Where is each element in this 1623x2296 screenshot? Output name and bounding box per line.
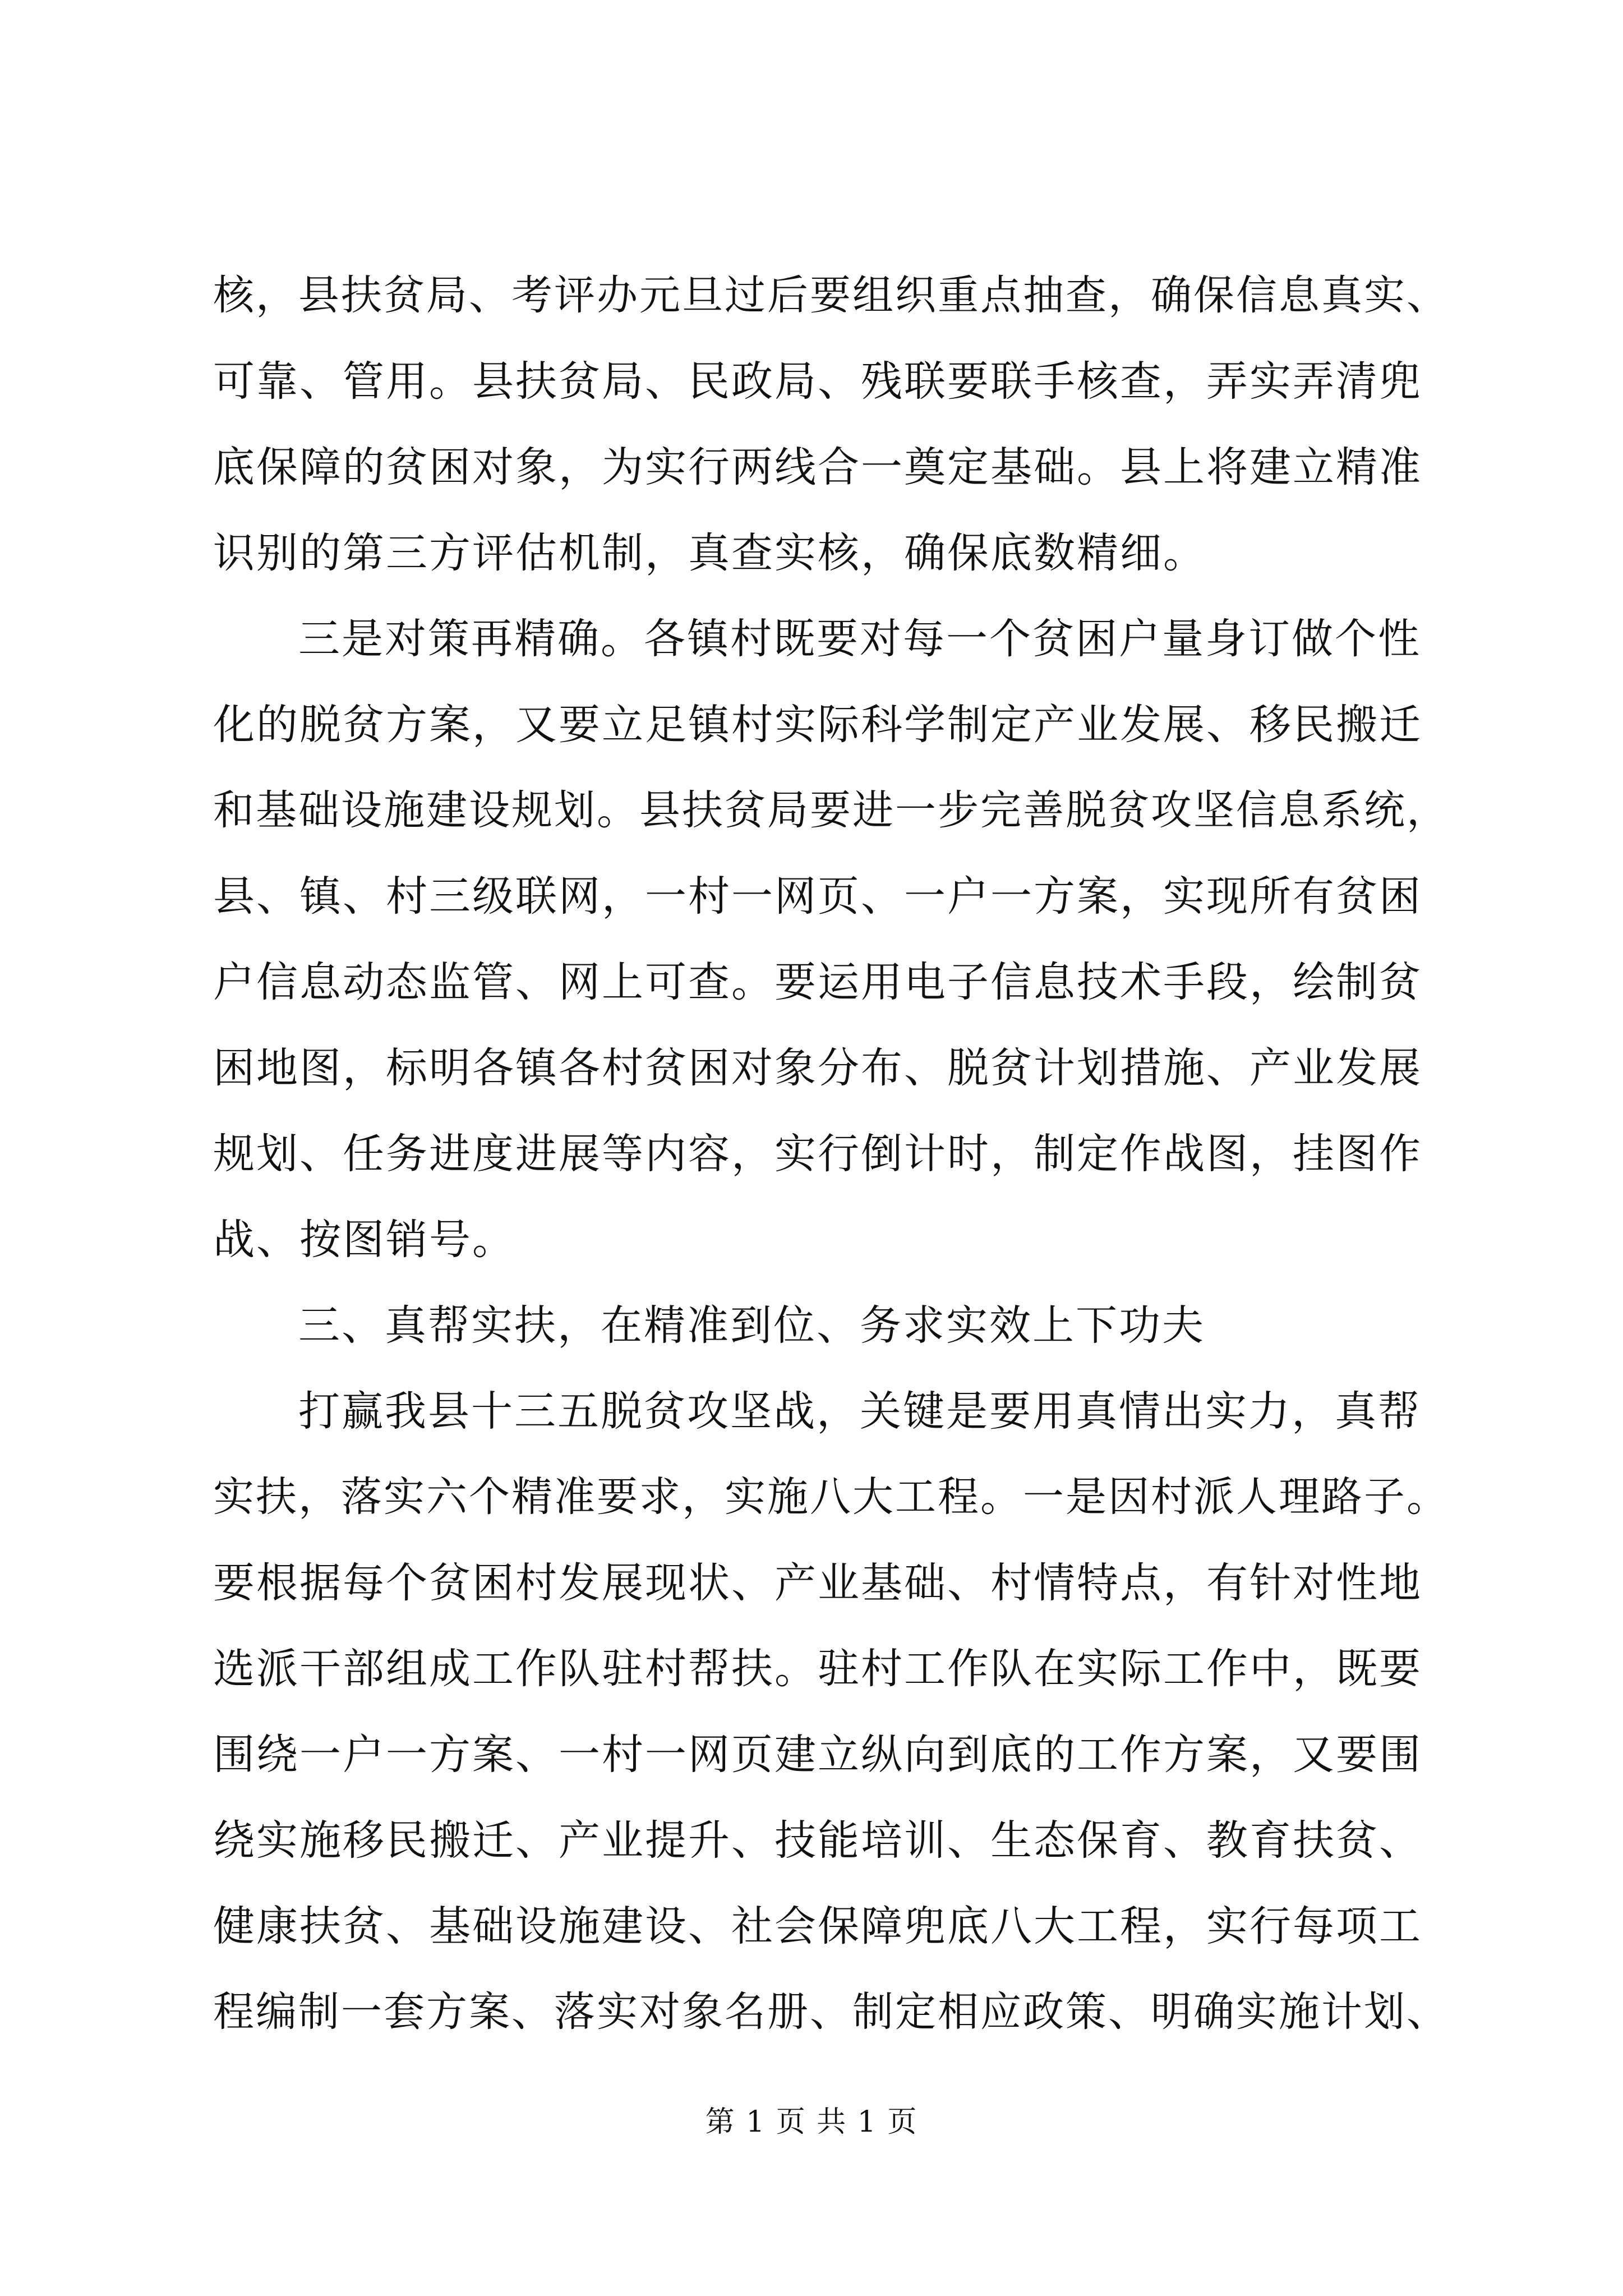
text-line: 核，县扶贫局、考评办元旦过后要组织重点抽查，确保信息真实、	[213, 272, 1449, 319]
text-line: 程编制一套方案、落实对象名册、制定相应政策、明确实施计划、	[213, 1988, 1449, 2036]
text-line: 健康扶贫、基础设施建设、社会保障兜底八大工程，实行每项工	[213, 1902, 1422, 1950]
text-line: 规划、任务进度进展等内容，实行倒计时，制定作战图，挂图作	[213, 1130, 1422, 1178]
text-line: 战、按图销号。	[213, 1216, 515, 1264]
text-line: 化的脱贫方案，又要立足镇村实际科学制定产业发展、移民搬迁	[213, 701, 1422, 749]
text-line: 绕实施移民搬迁、产业提升、技能培训、生态保育、教育扶贫、	[213, 1816, 1422, 1865]
page-footer: 第 1 页 共 1 页	[705, 2105, 918, 2139]
text-line: 选派干部组成工作队驻村帮扶。驻村工作队在实际工作中，既要	[213, 1645, 1422, 1693]
text-line: 要根据每个贫困村发展现状、产业基础、村情特点，有针对性地	[213, 1559, 1422, 1607]
paragraph-first-line: 三是对策再精确。各镇村既要对每一个贫困户量身订做个性	[298, 615, 1421, 663]
text-line: 户信息动态监管、网上可查。要运用电子信息技术手段，绘制贫	[213, 958, 1422, 1006]
text-line: 实扶，落实六个精准要求，实施八大工程。一是因村派人理路子。	[213, 1473, 1449, 1521]
text-line: 围绕一户一方案、一村一网页建立纵向到底的工作方案，又要围	[213, 1731, 1422, 1779]
paragraph-first-line: 打赢我县十三五脱贫攻坚战，关键是要用真情出实力，真帮	[298, 1387, 1421, 1435]
text-line: 可靠、管用。县扶贫局、民政局、残联要联手核查，弄实弄清兜	[213, 357, 1422, 406]
text-line: 和基础设施建设规划。县扶贫局要进一步完善脱贫攻坚信息系统，	[213, 786, 1449, 834]
section-heading: 三、真帮实扶，在精准到位、务求实效上下功夫	[298, 1301, 1205, 1350]
text-line: 困地图，标明各镇各村贫困对象分布、脱贫计划措施、产业发展	[213, 1044, 1422, 1092]
text-line: 底保障的贫困对象，为实行两线合一奠定基础。县上将建立精准	[213, 443, 1422, 491]
text-line: 县、镇、村三级联网，一村一网页、一户一方案，实现所有贫困	[213, 872, 1422, 921]
text-line: 识别的第三方评估机制，真查实核，确保底数精细。	[213, 529, 1206, 577]
